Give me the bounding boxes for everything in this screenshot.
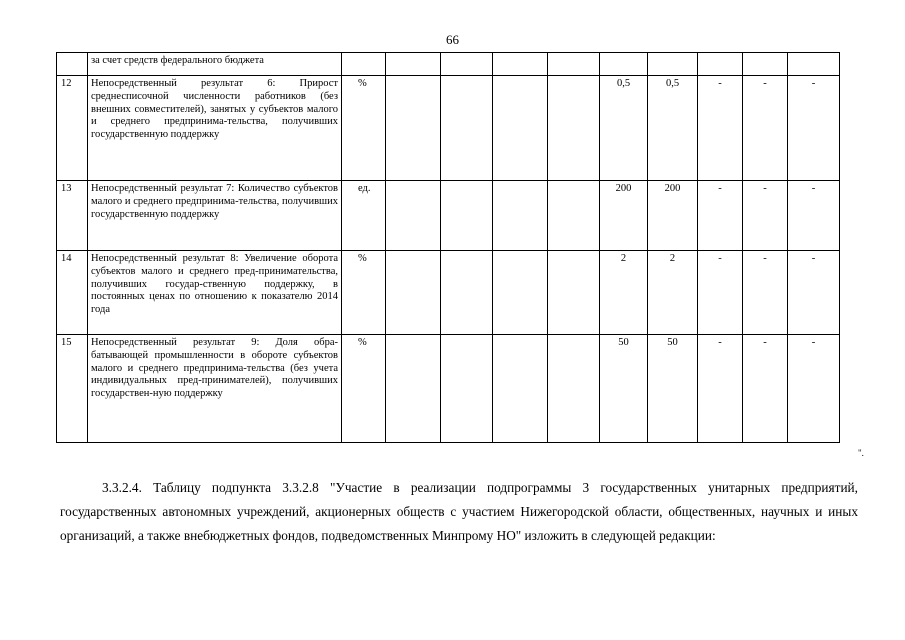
row-value: - [743, 251, 788, 335]
row-description: за счет средств федерального бюджета [88, 53, 342, 76]
row-value: 0,5 [648, 76, 698, 181]
row-description: Непосредственный результат 6: Прирост среднесписочной численности работников (без внешних совместителей), занятых у субъектов малого и среднего предпринима-тельства, получивших государственную поддержку [88, 76, 342, 181]
row-unit: % [342, 76, 386, 181]
row-value: - [788, 76, 840, 181]
row-number: 14 [57, 251, 88, 335]
row-description: Непосредственный результат 7: Количество субъектов малого и среднего предпринима-тельства, получивших государственную поддержку [88, 181, 342, 251]
row-value: - [698, 181, 743, 251]
row-number: 15 [57, 335, 88, 443]
table-row-continuation [57, 53, 840, 76]
row-number: 12 [57, 76, 88, 181]
row-number: 13 [57, 181, 88, 251]
row-value: - [743, 181, 788, 251]
row-value: 2 [600, 251, 648, 335]
row-description: Непосредственный результат 8: Увеличение оборота субъектов малого и среднего пред-принимательства, получивших государ-ственную поддержку, в постоянных ценах по отношению к показателю 2014 года [88, 251, 342, 335]
table-row [57, 251, 840, 335]
table-row [57, 76, 840, 181]
row-value: - [788, 251, 840, 335]
body-paragraph: 3.3.2.4. Таблицу подпункта 3.3.2.8 "Участие в реализации подпрограммы 3 государственных унитарных предприятий, государственных автономных учреждений, акционерных обществ с участием Нижегородской области, общественных, научных и иных организаций, а также внебюджетных фондов, подведомственных Минпрому НО" изложить в следующей редакции: [60, 480, 858, 543]
row-value: - [698, 335, 743, 443]
row-unit: ед. [342, 181, 386, 251]
table-row [57, 335, 840, 443]
row-value: - [743, 335, 788, 443]
row-unit: % [342, 251, 386, 335]
row-value: - [788, 335, 840, 443]
row-value: 0,5 [600, 76, 648, 181]
indicators-table [56, 52, 840, 443]
row-value: - [698, 76, 743, 181]
closing-quote: ". [858, 448, 864, 458]
row-value: - [698, 251, 743, 335]
row-value: 200 [600, 181, 648, 251]
row-value: 50 [648, 335, 698, 443]
row-unit: % [342, 335, 386, 443]
row-value: - [743, 76, 788, 181]
row-value: 50 [600, 335, 648, 443]
page-number: 66 [446, 32, 459, 47]
table-row [57, 181, 840, 251]
row-value: - [788, 181, 840, 251]
row-description: Непосредственный результат 9: Доля обра-батывающей промышленности в обороте субъектов малого и среднего предпринима-тельства (без учета индивидуальных пред-принимателей), получивших государствен-ную поддержку [88, 335, 342, 443]
row-value: 200 [648, 181, 698, 251]
row-value: 2 [648, 251, 698, 335]
